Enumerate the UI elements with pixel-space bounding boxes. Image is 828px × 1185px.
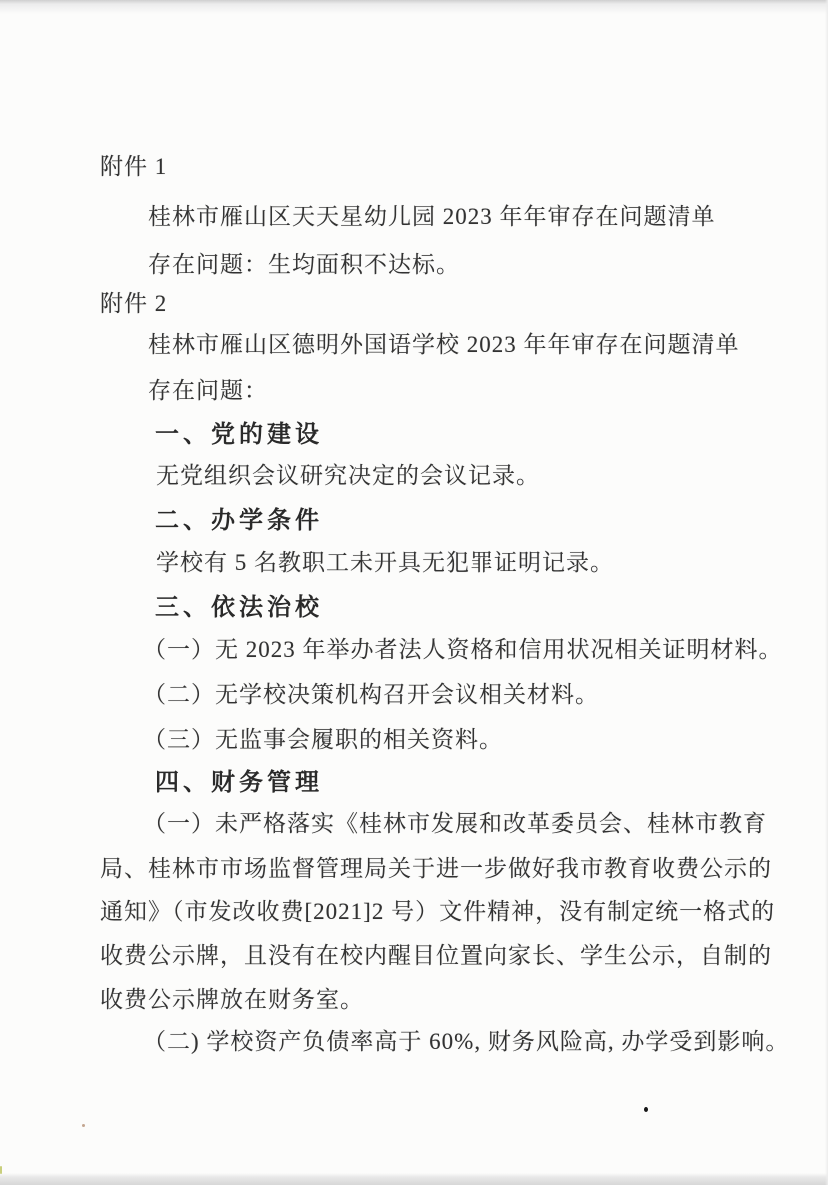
section1-item: 无党组织会议研究决定的会议记录。 bbox=[156, 463, 540, 488]
attachment2-title: 桂林市雁山区德明外国语学校 2023 年年审存在问题清单 bbox=[148, 332, 740, 357]
section3-item-3: （三）无监事会履职的相关资料。 bbox=[143, 727, 503, 752]
attachment2-issues-label: 存在问题： bbox=[148, 378, 268, 403]
section3-item-2: （二）无学校决策机构召开会议相关材料。 bbox=[143, 682, 599, 707]
attachment2-label: 附件 2 bbox=[100, 291, 168, 316]
section4-heading: 四、财务管理 bbox=[155, 768, 323, 796]
section4-para-line-4: 收费公示牌，且没有在校内醒目位置向家长、学生公示，自制的 bbox=[100, 943, 772, 968]
section4-item-2: （二) 学校资产负债率高于 60%, 财务风险高, 办学受到影响。 bbox=[143, 1029, 790, 1054]
scan-edge-top bbox=[0, 0, 828, 14]
scan-speck bbox=[644, 1107, 648, 1112]
section3-heading: 三、依法治校 bbox=[155, 593, 323, 621]
attachment1-issues: 存在问题：生均面积不达标。 bbox=[148, 252, 460, 277]
section4-para-line-5: 收费公示牌放在财务室。 bbox=[100, 987, 364, 1012]
section2-item: 学校有 5 名教职工未开具无犯罪证明记录。 bbox=[156, 550, 614, 575]
section4-para-line-3: 通知》（市发改收费[2021]2 号）文件精神，没有制定统一格式的 bbox=[100, 899, 776, 924]
section2-heading: 二、办学条件 bbox=[155, 506, 323, 534]
section3-item-1: （一）无 2023 年举办者法人资格和信用状况相关证明材料。 bbox=[143, 637, 783, 662]
section1-heading: 一、党的建设 bbox=[155, 420, 323, 448]
scan-speck bbox=[0, 1166, 2, 1174]
scan-speck bbox=[82, 1124, 85, 1127]
section4-para-line-1: （一）未严格落实《桂林市发展和改革委员会、桂林市教育 bbox=[143, 811, 767, 836]
attachment1-label: 附件 1 bbox=[100, 154, 168, 179]
scan-edge-bottom bbox=[0, 1173, 828, 1185]
section4-para-line-2: 局、桂林市市场监督管理局关于进一步做好我市教育收费公示的 bbox=[100, 856, 772, 881]
attachment1-title: 桂林市雁山区天天星幼儿园 2023 年年审存在问题清单 bbox=[148, 204, 716, 229]
